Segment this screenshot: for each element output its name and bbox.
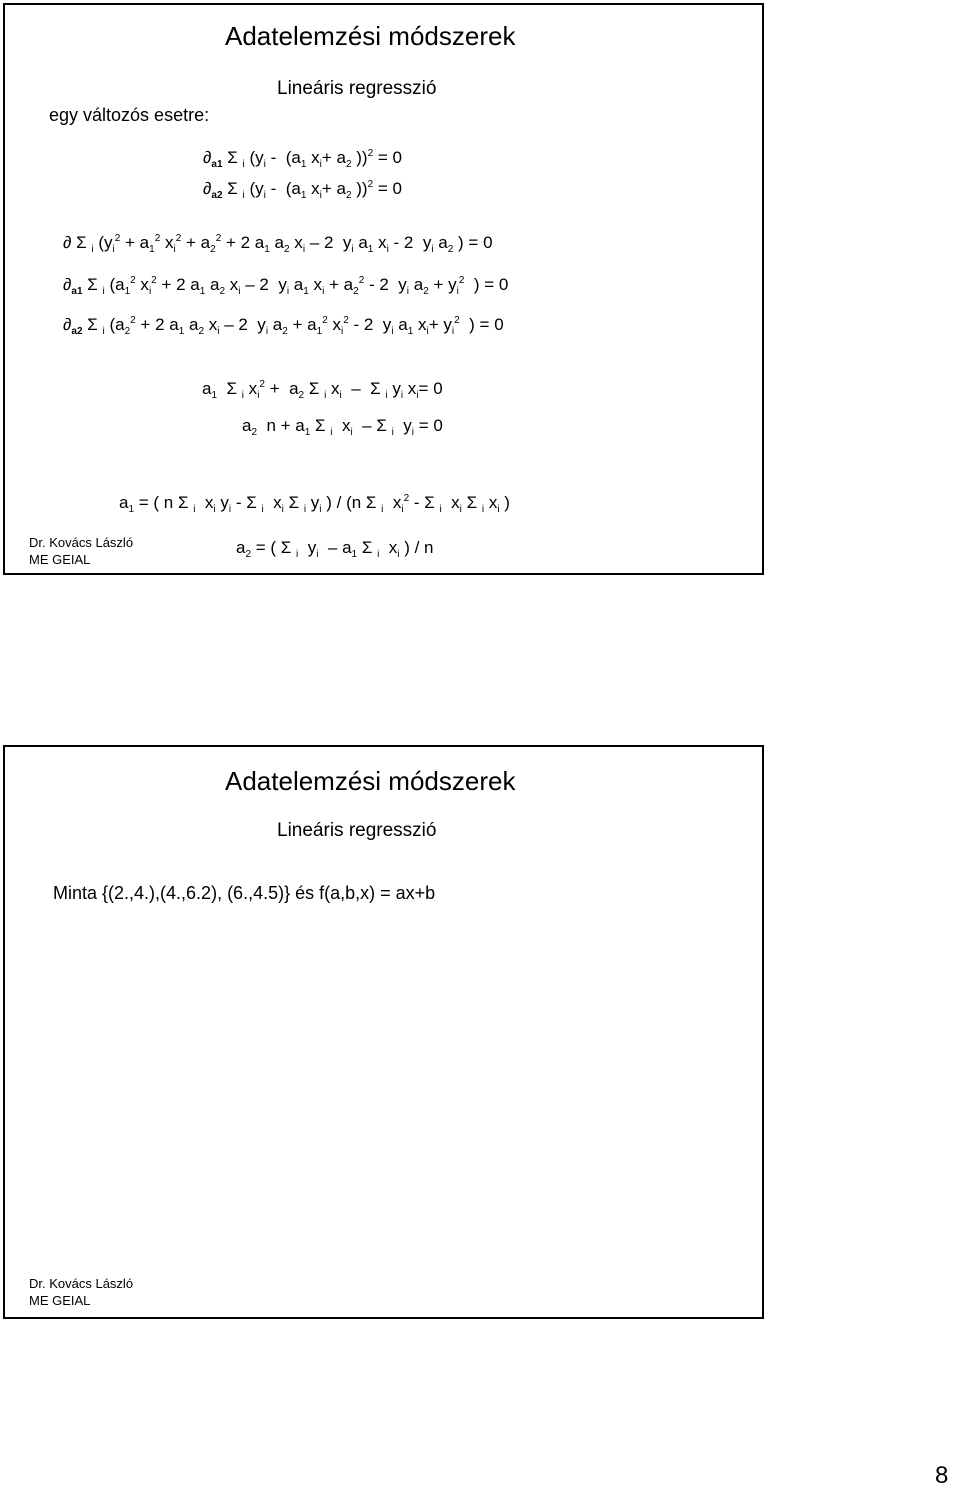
equation-partial-a2-expanded: $\partial_{a2}$ Σ $_i$ ($a_2^2 + 2$ $a_1$ $a_2$ $x_i - 2$ $y_i$ $a_2 + a_1^2$ $x_i^2 - 2$ $y_i$ $a_1$ $x_i+ y_i^2$ ) = 0 [63, 315, 504, 337]
equation-partial-a2-objective: $\partial_{a2}$ Σ $_i$ ($y_i - (a_1$ $x_i+ a_2$ ))$^2$ = 0 [203, 179, 402, 201]
slide-1 [3, 3, 764, 575]
solution-a1: $a_1$ = ( n Σ $_i$ $x_i$ $y_i$ - Σ $_i$ $x_i$ Σ $_i$ $y_i$ ) / (n Σ $_i$ $x_i^2$ - Σ $_i$ $x_i$ Σ $_i$ $x_i$ ) [119, 493, 510, 515]
slide-title: Adatelemzési módszerek [225, 766, 516, 796]
slide-subtitle: Lineáris regresszió [277, 78, 437, 99]
normal-equation-1: $a_1$ Σ $_i$ $x_i^2 + a_2$ Σ $_i$ $x_i$ – Σ $_i$ $y_i$ $x_i= 0$ [202, 379, 443, 401]
organization: ME GEIAL [29, 552, 91, 567]
solution-a2: $a_2$ = ( Σ $_i$ $y_i - a_1$ Σ $_i$ $x_i$ ) / n [236, 538, 434, 560]
equation-partial-a1-objective: $\partial_{a1}$ Σ $_i$ ($y_i - (a_1$ $x_i+ a_2$ ))$^2$ = 0 [203, 148, 402, 170]
equation-partial-a1-expanded: $\partial_{a1}$ Σ $_i$ ($a_1^2$ $x_i^2 + 2$ $a_1$ $a_2$ $x_i - 2$ $y_i$ $a_1$ $x_i + a_2^2 - 2$ $y_i$ $a_2 + y_i^2$ ) = 0 [63, 275, 509, 297]
slide-title: Adatelemzési módszerek [225, 21, 516, 51]
organization: ME GEIAL [29, 1293, 91, 1308]
author-name: Dr. Kovács László [29, 535, 134, 550]
equation-expanded: ∂ Σ $_i$ ($y_i^2 + a_1^2$ $x_i^2 + a_2^2 + 2$ $a_1$ $a_2$ $x_i - 2$ $y_i$ $a_1$ $x_i - 2$ $y_i$ $a_2$ ) = 0 [63, 233, 493, 255]
case-label: egy változós esetre: [49, 105, 210, 125]
author-name: Dr. Kovács László [29, 1276, 134, 1291]
slide-subtitle: Lineáris regresszió [277, 820, 437, 841]
page-number: 8 [935, 1462, 949, 1489]
slide-2 [3, 745, 764, 1319]
normal-equation-2: $a_2$ $n + a_1$ Σ $_i$ $x_i$ – Σ $_i$ $y_i = 0$ [242, 416, 443, 438]
sample-data-text: Minta {(2.,4.),(4.,6.2), (6.,4.5)} és f(a,b,x) = ax+b [53, 883, 436, 903]
